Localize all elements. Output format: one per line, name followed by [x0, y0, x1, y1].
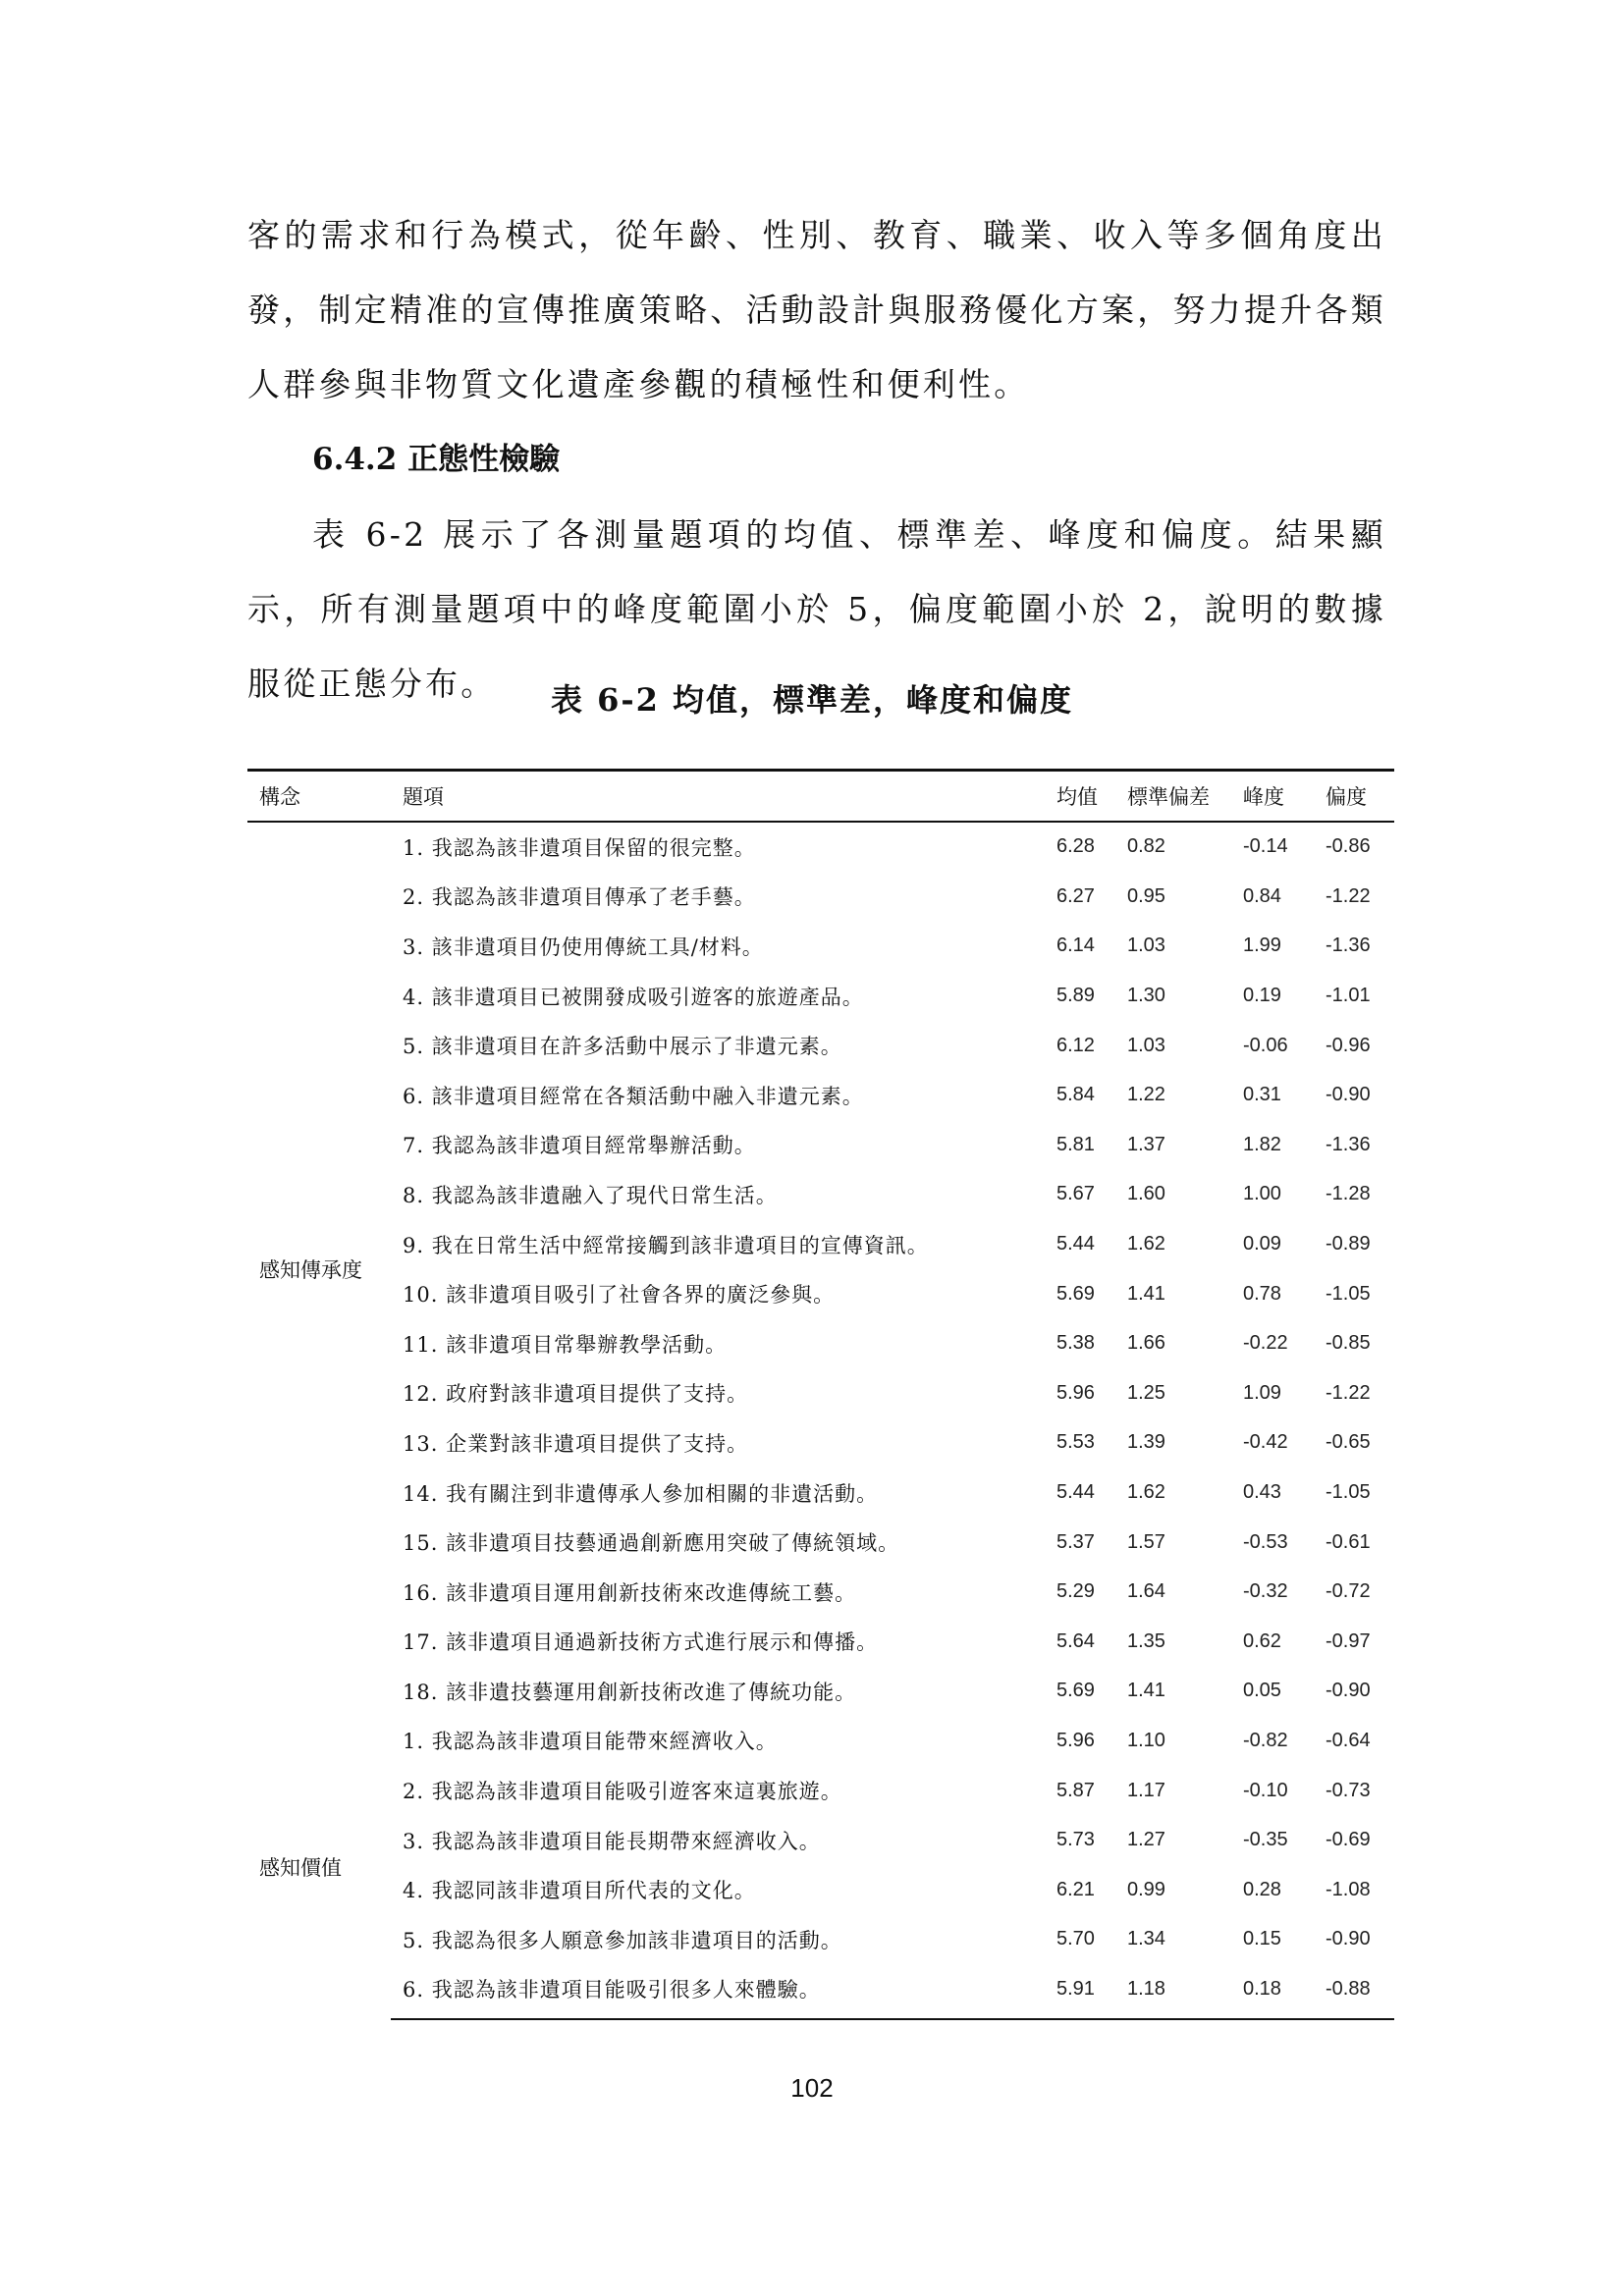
paragraph-normality: 表 6-2 展示了各測量題項的均值、標準差、峰度和偏度。結果顯示，所有測量題項中的峰度範圍小於 5，偏度範圍小於 2，說明的數據服從正態分布。	[247, 515, 1386, 703]
item-text: 13. 企業對該非遺項目提供了支持。	[403, 1431, 749, 1456]
cell-skewness: -0.97	[1326, 1629, 1371, 1652]
cell-mean: 5.64	[1056, 1629, 1095, 1652]
table-row	[247, 1716, 1394, 1766]
cell-skewness: -1.05	[1326, 1282, 1371, 1305]
table-row	[247, 1219, 1394, 1269]
cell-skewness: -0.88	[1314, 1964, 1394, 2019]
cell-skewness: -1.22	[1326, 1381, 1371, 1404]
table-row	[247, 1070, 1394, 1120]
cell-mean: 5.38	[1056, 1332, 1095, 1355]
item-text: 6. 該非遺項目經常在各類活動中融入非遺元素。	[403, 1084, 864, 1108]
cell-kurtosis: 0.31	[1243, 1084, 1281, 1106]
cell-skewness: -1.08	[1326, 1878, 1371, 1900]
cell-kurtosis: -0.22	[1243, 1332, 1288, 1355]
cell-kurtosis: 0.09	[1243, 1233, 1281, 1255]
table-body	[247, 822, 1394, 2019]
cell-skewness: -0.86	[1326, 835, 1371, 858]
item-text: 1. 我認為該非遺項目保留的很完整。	[403, 835, 756, 860]
cell-sd: 1.62	[1127, 1481, 1165, 1504]
cell-sd: 1.22	[1127, 1084, 1165, 1106]
cell-skewness: -1.05	[1326, 1481, 1371, 1504]
table-caption: 表 6-2 均值，標準差，峰度和偏度	[550, 681, 1074, 719]
cell-kurtosis: 1.99	[1243, 934, 1281, 957]
cell-mean: 5.70	[1056, 1928, 1095, 1950]
cell-sd: 1.57	[1127, 1530, 1165, 1553]
cell-kurtosis: 0.15	[1243, 1928, 1281, 1950]
cell-mean: 5.96	[1056, 1729, 1095, 1751]
header-item: 題項	[391, 771, 1045, 822]
table-row	[247, 1021, 1394, 1071]
cell-skewness: -1.28	[1326, 1183, 1371, 1205]
cell-sd: 1.17	[1127, 1779, 1165, 1801]
construct-label: 感知價值	[259, 1856, 342, 1881]
header-mean: 均值	[1045, 771, 1115, 822]
item-text: 11. 該非遺項目常舉辦教學活動。	[403, 1332, 728, 1357]
item-text: 5. 我認為很多人願意參加該非遺項目的活動。	[403, 1928, 842, 1952]
cell-skewness: -1.01	[1326, 985, 1371, 1007]
table-row	[247, 1269, 1394, 1319]
cell-kurtosis: 0.05	[1243, 1680, 1281, 1702]
cell-skewness: -0.96	[1326, 1034, 1371, 1056]
table-row	[247, 822, 1394, 873]
item-text: 9. 我在日常生活中經常接觸到該非遺項目的宣傳資訊。	[403, 1233, 929, 1257]
cell-skewness: -0.61	[1326, 1530, 1371, 1553]
table-row	[247, 1567, 1394, 1617]
cell-skewness: -0.85	[1326, 1332, 1371, 1355]
cell-kurtosis: 0.62	[1243, 1629, 1281, 1652]
cell-sd: 1.30	[1127, 985, 1165, 1007]
cell-mean: 6.12	[1056, 1034, 1095, 1056]
cell-sd: 1.25	[1127, 1381, 1165, 1404]
item-text: 8. 我認為該非遺融入了現代日常生活。	[403, 1183, 778, 1207]
header-construct: 構念	[247, 771, 391, 822]
cell-mean: 5.69	[1056, 1282, 1095, 1305]
cell-mean: 5.96	[1056, 1381, 1095, 1404]
table-row	[247, 1418, 1394, 1468]
cell-skewness: -0.65	[1326, 1431, 1371, 1454]
cell-sd: 1.03	[1127, 1034, 1165, 1056]
cell-mean: 5.87	[1056, 1779, 1095, 1801]
table-row	[247, 1170, 1394, 1220]
cell-sd: 1.18	[1115, 1964, 1231, 2019]
cell-kurtosis: -0.06	[1243, 1034, 1288, 1056]
cell-skewness: -0.64	[1326, 1729, 1371, 1751]
item-text: 2. 我認為該非遺項目傳承了老手藝。	[403, 885, 756, 910]
cell-mean: 5.73	[1056, 1829, 1095, 1851]
cell-mean: 5.44	[1056, 1233, 1095, 1255]
table-row	[247, 1964, 1394, 2019]
table-header-row	[247, 771, 1394, 822]
item-text: 18. 該非遺技藝運用創新技術改進了傳統功能。	[403, 1680, 857, 1704]
cell-mean: 5.89	[1056, 985, 1095, 1007]
item-text: 4. 該非遺項目已被開發成吸引遊客的旅遊產品。	[403, 985, 864, 1009]
cell-skewness: -1.36	[1326, 934, 1371, 957]
table-row	[247, 1915, 1394, 1965]
cell-sd: 1.35	[1127, 1629, 1165, 1652]
cell-mean: 6.21	[1056, 1878, 1095, 1900]
item-text: 15. 該非遺項目技藝通過創新應用突破了傳統領域。	[403, 1531, 900, 1556]
cell-kurtosis: 0.84	[1243, 884, 1281, 907]
cell-kurtosis: -0.10	[1243, 1779, 1288, 1801]
cell-sd: 1.41	[1127, 1282, 1165, 1305]
cell-sd: 1.66	[1127, 1332, 1165, 1355]
cell-skewness: -0.90	[1326, 1084, 1371, 1106]
cell-sd: 1.62	[1127, 1233, 1165, 1255]
header-kurtosis: 峰度	[1231, 771, 1314, 822]
cell-skewness: -0.90	[1326, 1928, 1371, 1950]
item-text: 16. 該非遺項目運用創新技術來改進傳統工藝。	[403, 1580, 857, 1605]
item-text: 7. 我認為該非遺項目經常舉辦活動。	[403, 1134, 756, 1158]
cell-sd: 0.99	[1127, 1878, 1165, 1900]
cell-sd: 1.64	[1127, 1580, 1165, 1603]
cell-skewness: -0.69	[1326, 1829, 1371, 1851]
header-sd: 標準偏差	[1115, 771, 1231, 822]
cell-mean: 5.37	[1056, 1530, 1095, 1553]
item-text: 3. 我認為該非遺項目能長期帶來經濟收入。	[403, 1829, 821, 1853]
cell-mean: 5.91	[1045, 1964, 1115, 2019]
section-heading: 6.4.2 正態性檢驗	[312, 442, 561, 477]
cell-sd: 0.95	[1127, 884, 1165, 907]
cell-mean: 5.81	[1056, 1133, 1095, 1155]
cell-sd: 1.41	[1127, 1680, 1165, 1702]
table-row	[247, 872, 1394, 922]
item-text: 1. 我認為該非遺項目能帶來經濟收入。	[403, 1730, 778, 1754]
cell-mean: 6.27	[1056, 884, 1095, 907]
item-text: 4. 我認同該非遺項目所代表的文化。	[403, 1879, 756, 1903]
paragraph-intro: 客的需求和行為模式，從年齡、性別、教育、職業、收入等多個角度出發，制定精准的宣傳推廣策略、活動設計與服務優化方案，努力提升各類人群參與非物質文化遺產參觀的積極性和便利性。	[247, 216, 1386, 403]
cell-sd: 1.34	[1127, 1928, 1165, 1950]
item-text: 14. 我有關注到非遺傳承人參加相關的非遺活動。	[403, 1481, 879, 1506]
item-text: 17. 該非遺項目通過新技術方式進行展示和傳播。	[403, 1630, 879, 1655]
table-row	[247, 971, 1394, 1021]
construct-label: 感知傳承度	[259, 1257, 362, 1282]
cell-skewness: -0.73	[1326, 1779, 1371, 1801]
cell-skewness: -0.89	[1326, 1233, 1371, 1255]
cell-mean: 5.84	[1056, 1084, 1095, 1106]
cell-mean: 5.53	[1056, 1431, 1095, 1454]
cell-sd: 1.03	[1127, 934, 1165, 957]
cell-kurtosis: -0.53	[1243, 1530, 1288, 1553]
cell-mean: 5.29	[1056, 1580, 1095, 1603]
cell-sd: 0.82	[1127, 835, 1165, 858]
table-row	[247, 1468, 1394, 1518]
item-text: 12. 政府對該非遺項目提供了支持。	[403, 1382, 749, 1407]
cell-mean: 5.67	[1056, 1183, 1095, 1205]
cell-kurtosis: -0.82	[1243, 1729, 1288, 1751]
cell-kurtosis: 1.09	[1243, 1381, 1281, 1404]
cell-skewness: -1.36	[1326, 1133, 1371, 1155]
header-skewness: 偏度	[1314, 771, 1394, 822]
cell-mean: 6.28	[1056, 835, 1095, 858]
table-row	[247, 1318, 1394, 1368]
table-row	[247, 1518, 1394, 1568]
item-text: 6. 我認為該非遺項目能吸引很多人來體驗。	[391, 1964, 1045, 2019]
item-text: 3. 該非遺項目仍使用傳統工具/材料。	[403, 934, 764, 959]
cell-kurtosis: -0.42	[1243, 1431, 1288, 1454]
stats-table	[247, 769, 1394, 2020]
page-number: 102	[790, 2073, 834, 2103]
table-row	[247, 1865, 1394, 1915]
table-row	[247, 1120, 1394, 1170]
cell-kurtosis: -0.14	[1243, 835, 1288, 858]
cell-mean: 6.14	[1056, 934, 1095, 957]
table-row	[247, 1815, 1394, 1865]
cell-kurtosis: -0.32	[1243, 1580, 1288, 1603]
cell-sd: 1.60	[1127, 1183, 1165, 1205]
cell-sd: 1.10	[1127, 1729, 1165, 1751]
table-row	[247, 1667, 1394, 1717]
cell-kurtosis: -0.35	[1243, 1829, 1288, 1851]
cell-skewness: -0.72	[1326, 1580, 1371, 1603]
cell-kurtosis: 0.43	[1243, 1481, 1281, 1504]
cell-sd: 1.27	[1127, 1829, 1165, 1851]
cell-mean: 5.69	[1056, 1680, 1095, 1702]
cell-kurtosis: 0.19	[1243, 985, 1281, 1007]
table-row	[247, 922, 1394, 972]
cell-skewness: -1.22	[1326, 884, 1371, 907]
cell-kurtosis: 0.78	[1243, 1282, 1281, 1305]
table-row	[247, 1368, 1394, 1418]
cell-sd: 1.37	[1127, 1133, 1165, 1155]
cell-kurtosis: 1.82	[1243, 1133, 1281, 1155]
table-row	[247, 1617, 1394, 1667]
item-text: 10. 該非遺項目吸引了社會各界的廣泛參與。	[403, 1283, 836, 1308]
cell-kurtosis: 0.28	[1243, 1878, 1281, 1900]
item-text: 5. 該非遺項目在許多活動中展示了非遺元素。	[403, 1035, 842, 1059]
cell-kurtosis: 1.00	[1243, 1183, 1281, 1205]
cell-sd: 1.39	[1127, 1431, 1165, 1454]
table-row	[247, 1766, 1394, 1816]
cell-mean: 5.44	[1056, 1481, 1095, 1504]
cell-skewness: -0.90	[1326, 1680, 1371, 1702]
item-text: 2. 我認為該非遺項目能吸引遊客來這裏旅遊。	[403, 1780, 842, 1804]
cell-kurtosis: 0.18	[1231, 1964, 1314, 2019]
